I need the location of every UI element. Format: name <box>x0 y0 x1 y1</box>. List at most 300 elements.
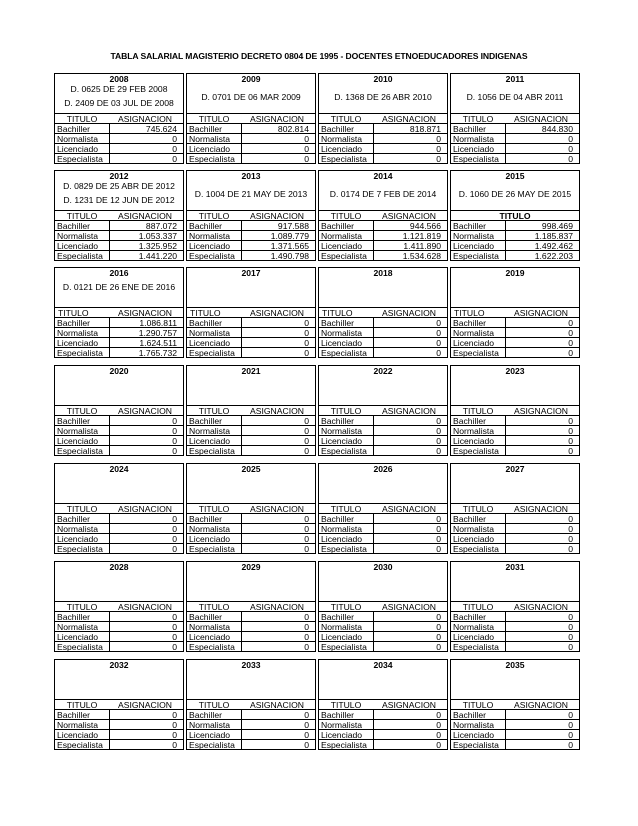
cell-divider <box>505 426 506 435</box>
salary-block-2033 <box>186 659 316 750</box>
header-titulo: TITULO <box>330 602 362 612</box>
salary-block-2016 <box>54 267 184 358</box>
row-value: 944.566 <box>409 221 441 231</box>
row-label: Bachiller <box>453 416 486 426</box>
table-row <box>187 729 315 739</box>
table-row <box>451 739 579 749</box>
cell-divider <box>373 730 374 739</box>
table-row <box>55 621 183 631</box>
header-titulo: TITULO <box>330 700 362 710</box>
cell-divider <box>109 524 110 533</box>
row-label: Bachiller <box>321 514 354 524</box>
table-row <box>187 445 315 455</box>
cell-divider <box>241 642 242 651</box>
block-year: 2025 <box>241 464 261 474</box>
table-row <box>451 250 579 260</box>
table-row <box>451 143 579 153</box>
table-row <box>319 729 447 739</box>
header-asignacion: ASIGNACION <box>250 700 304 710</box>
column-header <box>55 405 183 415</box>
header-asignacion: ASIGNACION <box>118 308 172 318</box>
row-label: Licenciado <box>57 144 99 154</box>
table-row <box>319 220 447 230</box>
cell-divider <box>373 348 374 357</box>
row-value: 818.871 <box>409 124 441 134</box>
row-value: 745.624 <box>145 124 177 134</box>
cell-divider <box>505 318 506 327</box>
cell-divider <box>373 622 374 631</box>
table-row <box>55 513 183 523</box>
cell-divider <box>109 612 110 621</box>
row-label: Normalista <box>189 622 231 632</box>
table-row <box>451 317 579 327</box>
row-value: 1.411.890 <box>403 241 441 251</box>
cell-divider <box>241 318 242 327</box>
row-value: 0 <box>436 338 441 348</box>
table-row <box>187 435 315 445</box>
row-label: Licenciado <box>453 436 495 446</box>
salary-block-2018 <box>318 267 448 358</box>
cell-divider <box>505 328 506 337</box>
cell-divider <box>505 534 506 543</box>
row-value: 1.053.337 <box>138 231 177 241</box>
table-row <box>55 133 183 143</box>
table-row <box>319 337 447 347</box>
table-row <box>55 543 183 553</box>
salary-block-2032 <box>54 659 184 750</box>
block-year: 2013 <box>241 171 261 181</box>
salary-block-2011 <box>450 73 580 164</box>
row-value: 0 <box>568 720 573 730</box>
block-year: 2018 <box>373 268 393 278</box>
row-value: 0 <box>436 710 441 720</box>
cell-divider <box>373 612 374 621</box>
table-row <box>319 230 447 240</box>
row-label: Bachiller <box>321 710 354 720</box>
header-asignacion: ASIGNACION <box>514 602 568 612</box>
row-value: 0 <box>172 544 177 554</box>
row-value: 0 <box>436 144 441 154</box>
table-row <box>187 523 315 533</box>
block-year: 2012 <box>109 171 129 181</box>
table-row <box>55 533 183 543</box>
row-value: 0 <box>304 730 309 740</box>
row-label: Licenciado <box>189 730 231 740</box>
row-label: Normalista <box>189 328 231 338</box>
table-row <box>451 641 579 651</box>
cell-divider <box>373 134 374 143</box>
row-label: Licenciado <box>57 632 99 642</box>
row-label: Normalista <box>57 231 99 241</box>
block-year: 2014 <box>373 171 393 181</box>
row-value: 0 <box>568 416 573 426</box>
table-row <box>55 240 183 250</box>
cell-divider <box>373 221 374 230</box>
row-label: Normalista <box>189 426 231 436</box>
header-asignacion: ASIGNACION <box>250 308 304 318</box>
column-header <box>319 210 447 220</box>
cell-divider <box>109 338 110 347</box>
block-year: 2031 <box>505 562 525 572</box>
decree-text: D. 2409 DE 03 JUL DE 2008 <box>64 98 174 108</box>
cell-divider <box>505 514 506 523</box>
row-label: Licenciado <box>321 632 363 642</box>
header-titulo: TITULO <box>66 114 98 124</box>
decree-text: D. 0174 DE 7 FEB DE 2014 <box>329 189 437 199</box>
cell-divider <box>505 740 506 749</box>
row-label: Normalista <box>453 231 495 241</box>
table-row <box>55 327 183 337</box>
block-year: 2029 <box>241 562 261 572</box>
row-label: Especialista <box>189 348 235 358</box>
row-value: 0 <box>436 416 441 426</box>
row-label: Especialista <box>453 642 499 652</box>
cell-divider <box>373 446 374 455</box>
row-label: Licenciado <box>453 534 495 544</box>
decree-text: D. 1060 DE 26 MAY DE 2015 <box>458 189 572 199</box>
row-value: 0 <box>568 436 573 446</box>
row-label: Especialista <box>453 348 499 358</box>
header-titulo: TITULO <box>330 504 362 514</box>
column-header <box>55 307 183 317</box>
row-value: 0 <box>568 318 573 328</box>
table-row <box>451 337 579 347</box>
row-label: Normalista <box>321 328 363 338</box>
table-row <box>451 445 579 455</box>
cell-divider <box>373 740 374 749</box>
row-value: 0 <box>436 612 441 622</box>
salary-block-2015 <box>450 170 580 261</box>
row-value: 0 <box>568 134 573 144</box>
column-header <box>451 601 579 611</box>
block-year: 2011 <box>505 74 525 84</box>
cell-divider <box>109 241 110 250</box>
cell-divider <box>505 720 506 729</box>
row-label: Especialista <box>57 251 103 261</box>
table-row <box>319 133 447 143</box>
salary-block-2022 <box>318 365 448 456</box>
table-row <box>55 347 183 357</box>
row-label: Especialista <box>189 642 235 652</box>
block-year: 2032 <box>109 660 129 670</box>
table-row <box>55 709 183 719</box>
header-titulo: TITULO <box>66 700 98 710</box>
cell-divider <box>109 642 110 651</box>
row-value: 0 <box>172 436 177 446</box>
table-row <box>55 739 183 749</box>
salary-block-2013 <box>186 170 316 261</box>
row-label: Licenciado <box>189 241 231 251</box>
row-label: Especialista <box>57 348 103 358</box>
row-value: 0 <box>304 154 309 164</box>
row-value: 0 <box>304 642 309 652</box>
row-label: Especialista <box>321 544 367 554</box>
row-value: 802.814 <box>277 124 309 134</box>
row-label: Licenciado <box>453 144 495 154</box>
header-titulo: TITULO <box>499 211 531 221</box>
row-value: 1.441.220 <box>138 251 177 261</box>
cell-divider <box>505 524 506 533</box>
row-value: 0 <box>172 642 177 652</box>
cell-divider <box>505 730 506 739</box>
table-row <box>187 709 315 719</box>
row-value: 1.086.811 <box>139 318 177 328</box>
column-header <box>187 601 315 611</box>
cell-divider <box>373 426 374 435</box>
row-label: Especialista <box>453 544 499 554</box>
row-label: Bachiller <box>189 514 222 524</box>
decree-text: D. 0829 DE 25 ABR DE 2012 <box>63 181 175 191</box>
column-header <box>187 307 315 317</box>
table-row <box>319 543 447 553</box>
salary-block-2029 <box>186 561 316 652</box>
cell-divider <box>373 436 374 445</box>
row-value: 0 <box>304 416 309 426</box>
block-year: 2015 <box>505 171 525 181</box>
table-row <box>55 729 183 739</box>
cell-divider <box>241 544 242 553</box>
table-row <box>319 415 447 425</box>
table-row <box>319 425 447 435</box>
row-value: 0 <box>568 544 573 554</box>
row-value: 0 <box>436 720 441 730</box>
cell-divider <box>505 710 506 719</box>
cell-divider <box>373 642 374 651</box>
table-row <box>55 641 183 651</box>
cell-divider <box>241 124 242 133</box>
row-value: 0 <box>568 622 573 632</box>
row-label: Especialista <box>189 251 235 261</box>
cell-divider <box>241 612 242 621</box>
row-value: 0 <box>568 144 573 154</box>
row-label: Especialista <box>189 740 235 750</box>
header-asignacion: ASIGNACION <box>250 602 304 612</box>
salary-block-2020 <box>54 365 184 456</box>
row-value: 0 <box>436 534 441 544</box>
salary-block-2014 <box>318 170 448 261</box>
column-header <box>187 113 315 123</box>
table-row <box>187 327 315 337</box>
row-value: 0 <box>304 710 309 720</box>
row-value: 0 <box>304 740 309 750</box>
header-asignacion: ASIGNACION <box>118 504 172 514</box>
cell-divider <box>109 446 110 455</box>
table-row <box>187 153 315 163</box>
row-value: 1.089.779 <box>270 231 309 241</box>
cell-divider <box>109 124 110 133</box>
column-header <box>55 210 183 220</box>
decree-text: D. 1056 DE 04 ABR 2011 <box>466 92 564 102</box>
cell-divider <box>109 416 110 425</box>
cell-divider <box>109 426 110 435</box>
row-value: 0 <box>304 348 309 358</box>
row-label: Licenciado <box>57 730 99 740</box>
table-row <box>187 240 315 250</box>
row-label: Normalista <box>57 134 99 144</box>
decree-text: D. 1231 DE 12 JUN DE 2012 <box>63 195 175 205</box>
cell-divider <box>109 251 110 260</box>
cell-divider <box>241 632 242 641</box>
table-row <box>451 631 579 641</box>
row-value: 0 <box>568 730 573 740</box>
row-label: Bachiller <box>189 318 222 328</box>
cell-divider <box>505 231 506 240</box>
row-label: Bachiller <box>57 612 90 622</box>
cell-divider <box>373 416 374 425</box>
cell-divider <box>109 318 110 327</box>
row-label: Bachiller <box>321 124 354 134</box>
block-year: 2017 <box>241 268 261 278</box>
table-row <box>451 230 579 240</box>
table-row <box>187 621 315 631</box>
row-value: 0 <box>172 710 177 720</box>
row-label: Bachiller <box>189 416 222 426</box>
header-titulo: TITULO <box>330 114 362 124</box>
row-value: 0 <box>436 436 441 446</box>
salary-block-2024 <box>54 463 184 554</box>
row-value: 0 <box>436 154 441 164</box>
row-label: Normalista <box>189 134 231 144</box>
cell-divider <box>109 720 110 729</box>
row-label: Especialista <box>453 251 499 261</box>
table-row <box>451 327 579 337</box>
row-label: Bachiller <box>321 221 354 231</box>
cell-divider <box>109 221 110 230</box>
row-label: Normalista <box>453 524 495 534</box>
cell-divider <box>241 251 242 260</box>
row-value: 998.469 <box>541 221 573 231</box>
row-label: Bachiller <box>57 221 90 231</box>
row-label: Normalista <box>57 426 99 436</box>
row-value: 887.072 <box>145 221 177 231</box>
header-asignacion: ASIGNACION <box>514 406 568 416</box>
row-value: 0 <box>436 514 441 524</box>
row-label: Normalista <box>57 524 99 534</box>
block-year: 2035 <box>505 660 525 670</box>
cell-divider <box>109 436 110 445</box>
cell-divider <box>373 338 374 347</box>
row-label: Normalista <box>57 622 99 632</box>
header-titulo: TITULO <box>198 406 230 416</box>
header-asignacion: ASIGNACION <box>382 602 436 612</box>
header-asignacion: ASIGNACION <box>382 406 436 416</box>
table-row <box>451 347 579 357</box>
page-title: TABLA SALARIAL MAGISTERIO DECRETO 0804 DE 1995 - DOCENTES ETNOEDUCADORES INDIGENAS <box>110 51 528 61</box>
header-titulo: TITULO <box>462 406 494 416</box>
cell-divider <box>505 241 506 250</box>
row-label: Licenciado <box>189 436 231 446</box>
table-row <box>55 153 183 163</box>
row-value: 0 <box>436 134 441 144</box>
decree-text: D. 1368 DE 26 ABR 2010 <box>334 92 432 102</box>
table-row <box>55 317 183 327</box>
salary-block-2008 <box>54 73 184 164</box>
row-value: 0 <box>568 642 573 652</box>
cell-divider <box>241 730 242 739</box>
table-row <box>319 435 447 445</box>
row-label: Bachiller <box>453 710 486 720</box>
row-label: Licenciado <box>57 436 99 446</box>
row-label: Licenciado <box>189 144 231 154</box>
column-header <box>55 113 183 123</box>
row-value: 0 <box>568 514 573 524</box>
row-label: Normalista <box>453 426 495 436</box>
row-value: 0 <box>568 524 573 534</box>
table-row <box>319 250 447 260</box>
row-value: 917.588 <box>277 221 309 231</box>
block-year: 2030 <box>373 562 393 572</box>
cell-divider <box>373 318 374 327</box>
table-row <box>55 230 183 240</box>
header-asignacion: ASIGNACION <box>382 114 436 124</box>
row-label: Bachiller <box>57 514 90 524</box>
table-row <box>451 513 579 523</box>
decree-text: D. 0701 DE 06 MAR 2009 <box>201 92 301 102</box>
row-value: 0 <box>304 436 309 446</box>
row-label: Licenciado <box>321 534 363 544</box>
cell-divider <box>505 642 506 651</box>
cell-divider <box>505 436 506 445</box>
table-row <box>187 143 315 153</box>
cell-divider <box>109 544 110 553</box>
header-asignacion: ASIGNACION <box>250 211 304 221</box>
table-row <box>187 133 315 143</box>
row-label: Especialista <box>453 154 499 164</box>
row-value: 0 <box>304 612 309 622</box>
row-label: Bachiller <box>57 416 90 426</box>
row-label: Normalista <box>57 720 99 730</box>
cell-divider <box>109 144 110 153</box>
row-label: Especialista <box>189 544 235 554</box>
cell-divider <box>373 534 374 543</box>
table-row <box>319 143 447 153</box>
cell-divider <box>505 124 506 133</box>
table-row <box>319 240 447 250</box>
cell-divider <box>373 231 374 240</box>
salary-block-2030 <box>318 561 448 652</box>
row-value: 0 <box>436 730 441 740</box>
cell-divider <box>241 524 242 533</box>
cell-divider <box>505 622 506 631</box>
cell-divider <box>241 221 242 230</box>
table-row <box>319 611 447 621</box>
table-row <box>451 153 579 163</box>
row-label: Normalista <box>189 720 231 730</box>
row-label: Especialista <box>321 740 367 750</box>
row-label: Bachiller <box>453 612 486 622</box>
table-row <box>187 415 315 425</box>
table-row <box>319 631 447 641</box>
row-value: 0 <box>304 524 309 534</box>
row-label: Bachiller <box>57 318 90 328</box>
column-header <box>187 405 315 415</box>
table-row <box>55 415 183 425</box>
header-titulo: TITULO <box>198 504 230 514</box>
row-value: 1.490.798 <box>270 251 309 261</box>
cell-divider <box>241 436 242 445</box>
row-value: 0 <box>568 612 573 622</box>
header-asignacion: ASIGNACION <box>118 211 172 221</box>
table-row <box>55 143 183 153</box>
row-label: Normalista <box>321 622 363 632</box>
cell-divider <box>505 144 506 153</box>
table-row <box>319 523 447 533</box>
row-label: Bachiller <box>57 710 90 720</box>
row-label: Bachiller <box>453 318 486 328</box>
column-header <box>319 699 447 709</box>
decree-text: D. 0121 DE 26 ENE DE 2016 <box>62 282 176 292</box>
table-row <box>451 611 579 621</box>
